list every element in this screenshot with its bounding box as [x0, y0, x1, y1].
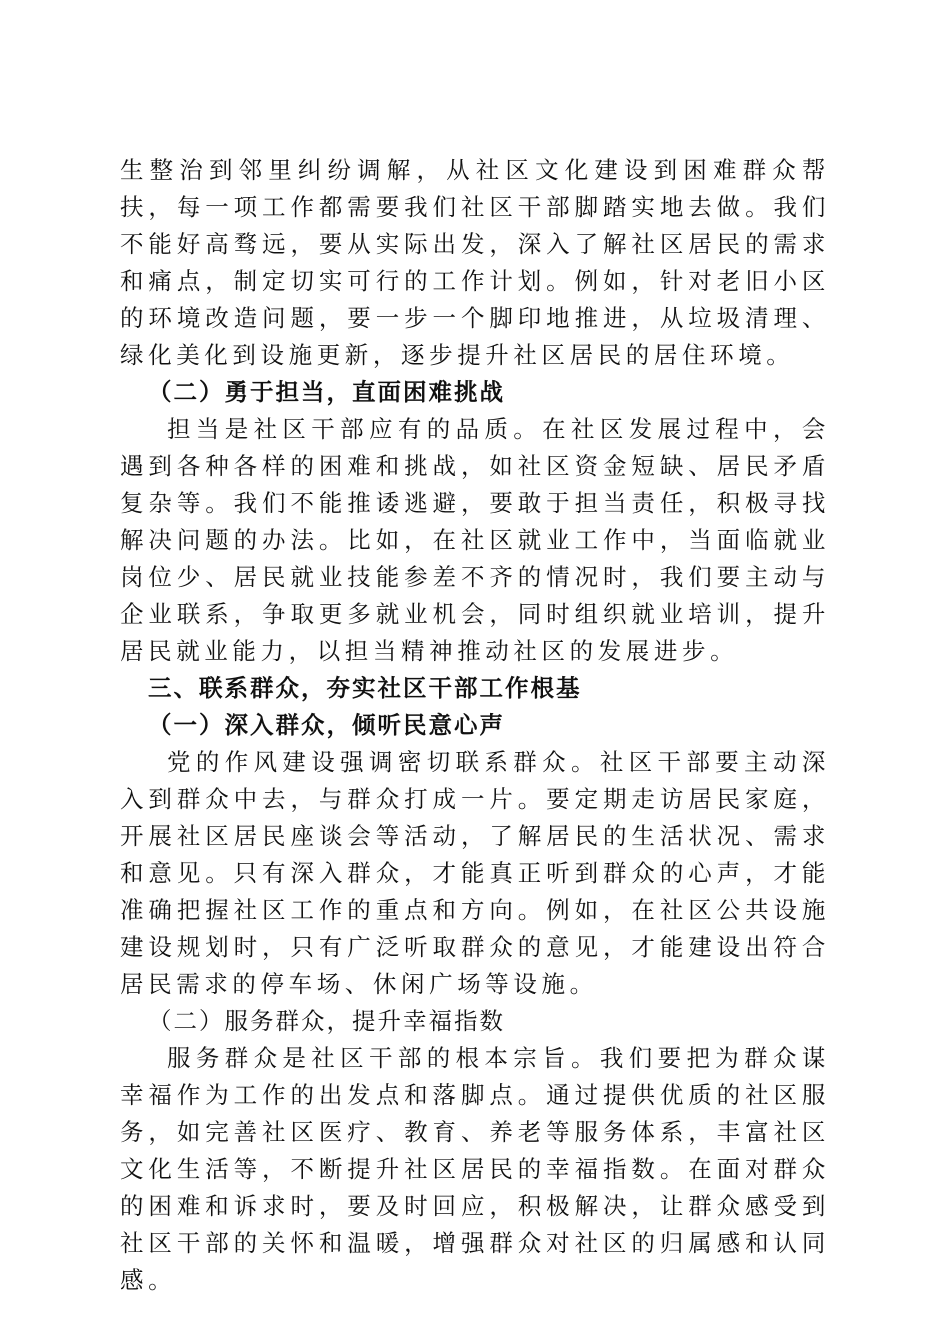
body-paragraph: 担当是社区干部应有的品质。在社区发展过程中，会遇到各种各样的困难和挑战，如社区资金短缺、居民矛盾复杂等。我们不能推诿逃避，要敢于担当责任，积极寻找解决问题的办法。比如，在社区就业工作中，当面临就业岗位少、居民就业技能参差不齐的情况时，我们要主动与企业联系，争取更多就业机会，同时组织就业培训，提升居民就业能力，以担当精神推动社区的发展进步。 [120, 415, 830, 665]
section-subheading: （二）勇于担当，直面困难挑战 [148, 378, 505, 406]
body-paragraph: 服务群众是社区干部的根本宗旨。我们要把为群众谋幸福作为工作的出发点和落脚点。通过提供优质的社区服务，如完善社区医疗、教育、养老等服务体系，丰富社区文化生活等，不断提升社区居民的幸福指数。在面对群众的困难和诉求时，要及时回应，积极解决，让群众感受到社区干部的关怀和温暖，增强群众对社区的归属感和认同感。 [120, 1044, 830, 1294]
body-paragraph: 党的作风建设强调密切联系群众。社区干部要主动深入到群众中去，与群众打成一片。要定期走访居民家庭，开展社区居民座谈会等活动，了解居民的生活状况、需求和意见。只有深入群众，才能真正听到群众的心声，才能准确把握社区工作的重点和方向。例如，在社区公共设施建设规划时，只有广泛听取群众的意见，才能建设出符合居民需求的停车场、休闲广场等设施。 [120, 748, 830, 998]
section-heading: 三、联系群众，夯实社区干部工作根基 [148, 674, 582, 702]
document-page [120, 152, 830, 1299]
body-paragraph: 生整治到邻里纠纷调解，从社区文化建设到困难群众帮扶，每一项工作都需要我们社区干部脚踏实地去做。我们不能好高骛远，要从实际出发，深入了解社区居民的需求和痛点，制定切实可行的工作计划。例如，针对老旧小区的环境改造问题，要一步一个脚印地推进，从垃圾清理、绿化美化到设施更新，逐步提升社区居民的居住环境。 [120, 156, 830, 369]
section-subheading: （二）服务群众，提升幸福指数 [148, 1007, 505, 1035]
section-subheading: （一）深入群众，倾听民意心声 [148, 711, 505, 739]
